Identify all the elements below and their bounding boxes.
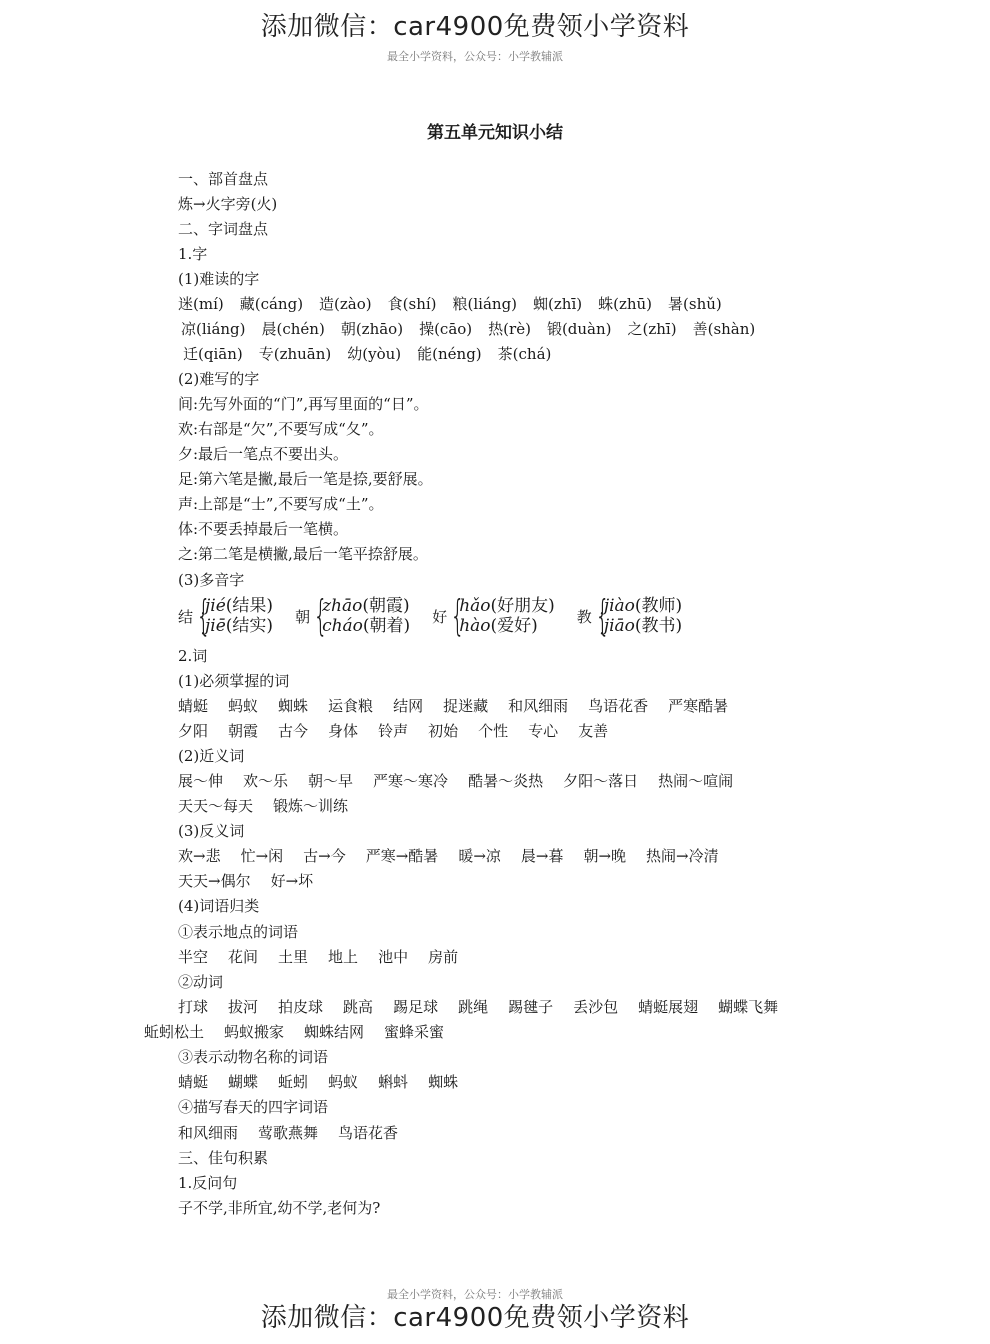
list-item: 初始 (428, 722, 459, 740)
list-item: 严寒酷暑 (668, 697, 729, 715)
polyphone-group (432, 591, 555, 640)
list-item: 蚯蚓 (278, 1073, 309, 1091)
list-item: 地上 (328, 948, 359, 966)
example-word: (爱好) (490, 616, 538, 636)
section-heading-sentences: 三、佳句积累 (178, 1149, 269, 1167)
must-know-row (178, 719, 628, 744)
subheading-words: 2.词 (178, 647, 208, 665)
list-item: 蝌蚪 (378, 1073, 409, 1091)
brace-icon: { (196, 591, 211, 640)
list-item: 土里 (278, 948, 309, 966)
list-item: 铃声 (378, 722, 409, 740)
list-item: 结网 (393, 697, 424, 715)
animal-words-row (178, 1070, 478, 1095)
list-item: 和风细雨 (508, 697, 569, 715)
list-item: 酷暑～炎热 (468, 772, 544, 790)
pinyin: jiāo (603, 616, 635, 636)
polyphone-group (576, 591, 683, 640)
list-item: 忙→闲 (240, 847, 284, 865)
hard-to-read-row (178, 292, 738, 317)
list-item: 蚂蚁 (228, 697, 259, 715)
list-item: 蜻蜓 (178, 697, 209, 715)
list-item: 和风细雨 (178, 1124, 239, 1142)
list-item: 幼(yòu) (347, 345, 402, 363)
example-word: (朝霞) (362, 596, 410, 616)
hard-to-write-title: (2)难写的字 (178, 370, 260, 388)
list-item: 跳绳 (458, 998, 489, 1016)
hard-to-write-item: 体:不要丢掉最后一笔横。 (178, 520, 349, 538)
list-item: 热闹→冷清 (646, 847, 719, 865)
list-item: 善(shàn) (692, 320, 756, 338)
polyphone-group (295, 591, 411, 640)
hard-to-read-row (181, 317, 771, 342)
hard-to-write-item: 间:先写外面的“门”,再写里面的“日”。 (178, 395, 429, 413)
list-item: 展～伸 (178, 772, 224, 790)
list-item: 房前 (428, 948, 459, 966)
example-word: (教书) (634, 616, 683, 636)
watermark-faint-top: 最全小学资料，公众号：小学教辅派 (387, 50, 563, 63)
polyphone-char: 朝 (295, 607, 311, 626)
antonyms-row (178, 869, 333, 894)
list-item: 打球 (178, 998, 209, 1016)
subheading-rhetorical-question: 1.反问句 (178, 1174, 238, 1192)
list-item: 操(cāo) (419, 320, 473, 338)
list-item: 朝霞 (228, 722, 259, 740)
brace-icon: { (450, 591, 466, 640)
list-item: 朝～早 (308, 772, 354, 790)
list-item: 踢足球 (393, 998, 439, 1016)
verbs-title: ②动词 (178, 973, 224, 991)
list-item: 迷(mí) (178, 295, 224, 313)
example-word: (教师) (634, 596, 683, 616)
list-item: 专心 (528, 722, 559, 740)
list-item: 蚂蚁 (328, 1073, 359, 1091)
list-item: 茶(chá) (497, 345, 552, 363)
list-item: 迁(qiān) (183, 345, 243, 363)
list-item: 个性 (478, 722, 509, 740)
list-item: 蜻蜓 (178, 1073, 209, 1091)
list-item: 身体 (328, 722, 359, 740)
pinyin: jiào (603, 596, 635, 616)
list-item: 晨→暮 (520, 847, 564, 865)
list-item: 丢沙包 (573, 998, 619, 1016)
list-item: 踢毽子 (508, 998, 554, 1016)
watermark-faint-bottom: 最全小学资料，公众号：小学教辅派 (387, 1288, 563, 1301)
brace-icon: { (313, 591, 329, 640)
list-item: 藏(cáng) (239, 295, 304, 313)
list-item: 蚂蚁搬家 (224, 1023, 285, 1041)
hard-to-write-item: 足:第六笔是撇,最后一笔是捺,要舒展。 (178, 470, 433, 488)
list-item: 蜘蛛 (428, 1073, 459, 1091)
list-item: 鸟语花香 (588, 697, 649, 715)
polyphone-group (178, 591, 274, 640)
list-item: 蛛(zhū) (598, 295, 653, 313)
list-item: 蜘蛛结网 (304, 1023, 365, 1041)
hard-to-read-title: (1)难读的字 (178, 270, 260, 288)
list-item: 夕阳 (178, 722, 209, 740)
list-item: 捉迷藏 (443, 697, 489, 715)
list-item: 热闹～喧闹 (658, 772, 734, 790)
list-item: 蝴蝶飞舞 (718, 998, 779, 1016)
brace-icon: { (595, 591, 610, 640)
polyphone-char: 教 (576, 607, 592, 626)
list-item: 蜜蜂采蜜 (384, 1023, 445, 1041)
list-item: 凉(liáng) (181, 320, 246, 338)
list-item: 严寒→酷暑 (365, 847, 439, 865)
list-item: 古今 (278, 722, 309, 740)
synonyms-row (178, 794, 368, 819)
list-item: 粮(liáng) (452, 295, 518, 313)
example-word: (好朋友) (490, 596, 555, 616)
polyphone-char: 好 (432, 607, 448, 626)
section-heading-words: 二、字词盘点 (178, 220, 269, 238)
synonyms-title: (2)近义词 (178, 747, 245, 765)
hard-to-write-item: 欢:右部是“欠”,不要写成“夂”。 (178, 420, 384, 438)
example-sentence: 子不学,非所宜,幼不学,老何为? (178, 1199, 381, 1217)
list-item: 友善 (578, 722, 609, 740)
synonyms-row (178, 769, 753, 794)
must-know-row (178, 694, 748, 719)
list-item: 暖→凉 (458, 847, 501, 865)
hard-to-write-item: 夕:最后一笔点不要出头。 (178, 445, 349, 463)
list-item: 能(néng) (417, 345, 482, 363)
list-item: 暑(shǔ) (668, 295, 722, 313)
verbs-row (144, 1020, 464, 1045)
list-item: 锻(duàn) (546, 320, 612, 338)
list-item: 夕阳～落日 (563, 772, 639, 790)
must-know-title: (1)必须掌握的词 (178, 672, 290, 690)
list-item: 古→今 (303, 847, 346, 865)
example-word: (结果) (225, 596, 274, 616)
watermark-banner-bottom: 添加微信：car4900免费领小学资料 (260, 1303, 690, 1333)
spring-idioms-title: ④描写春天的四字词语 (178, 1098, 329, 1116)
list-item: 半空 (178, 948, 209, 966)
page-title: 第五单元知识小结 (427, 123, 563, 143)
verbs-row (178, 995, 798, 1020)
pinyin: cháo (322, 616, 363, 636)
list-item: 鸟语花香 (338, 1124, 399, 1142)
polyphone-title: (3)多音字 (178, 571, 245, 589)
pinyin: jié (205, 596, 226, 616)
place-words-row (178, 945, 478, 970)
list-item: 天天→偶尔 (178, 872, 251, 890)
list-item: 严寒～寒冷 (373, 772, 449, 790)
antonyms-title: (3)反义词 (178, 822, 245, 840)
subheading-characters: 1.字 (178, 245, 208, 263)
example-word: (结实) (225, 616, 274, 636)
list-item: 拍皮球 (278, 998, 324, 1016)
list-item: 蜻蜓展翅 (638, 998, 699, 1016)
hard-to-write-item: 声:上部是“士”,不要写成“土”。 (178, 495, 384, 513)
list-item: 食(shí) (387, 295, 437, 313)
list-item: 拔河 (228, 998, 259, 1016)
radical-entry: 炼→火字旁(火) (178, 195, 278, 213)
list-item: 晨(chén) (261, 320, 325, 338)
list-item: 天天～每天 (178, 797, 254, 815)
list-item: 朝→晚 (583, 847, 627, 865)
classification-title: (4)词语归类 (178, 897, 260, 915)
list-item: 池中 (378, 948, 409, 966)
pinyin: zhāo (322, 596, 363, 616)
list-item: 蚯蚓松土 (144, 1023, 205, 1041)
place-words-title: ①表示地点的词语 (178, 923, 299, 941)
list-item: 造(zào) (319, 295, 372, 313)
list-item: 欢→悲 (178, 847, 221, 865)
spring-idioms-row (178, 1121, 418, 1146)
pinyin: hào (459, 616, 491, 636)
polyphone-list (178, 591, 704, 640)
list-item: 运食粮 (328, 697, 374, 715)
list-item: 蜘(zhī) (533, 295, 583, 313)
pinyin: jiē (205, 616, 226, 636)
list-item: 朝(zhāo) (340, 320, 404, 338)
list-item: 专(zhuān) (258, 345, 332, 363)
list-item: 蝴蝶 (228, 1073, 259, 1091)
hard-to-read-row (183, 342, 567, 367)
list-item: 蜘蛛 (278, 697, 309, 715)
list-item: 之(zhī) (627, 320, 677, 338)
antonyms-row (178, 844, 739, 869)
list-item: 跳高 (343, 998, 374, 1016)
section-heading-radicals: 一、部首盘点 (178, 170, 269, 188)
polyphone-char: 结 (178, 607, 194, 626)
watermark-banner-top: 添加微信：car4900免费领小学资料 (260, 12, 690, 42)
list-item: 花间 (228, 948, 259, 966)
list-item: 欢～乐 (243, 772, 289, 790)
list-item: 莺歌燕舞 (258, 1124, 319, 1142)
list-item: 热(rè) (488, 320, 531, 338)
animal-words-title: ③表示动物名称的词语 (178, 1048, 329, 1066)
example-word: (朝着) (362, 616, 411, 636)
list-item: 锻炼～训练 (273, 797, 349, 815)
list-item: 好→坏 (270, 872, 314, 890)
hard-to-write-item: 之:第二笔是横撇,最后一笔平捺舒展。 (178, 545, 428, 563)
pinyin: hǎo (459, 596, 491, 616)
